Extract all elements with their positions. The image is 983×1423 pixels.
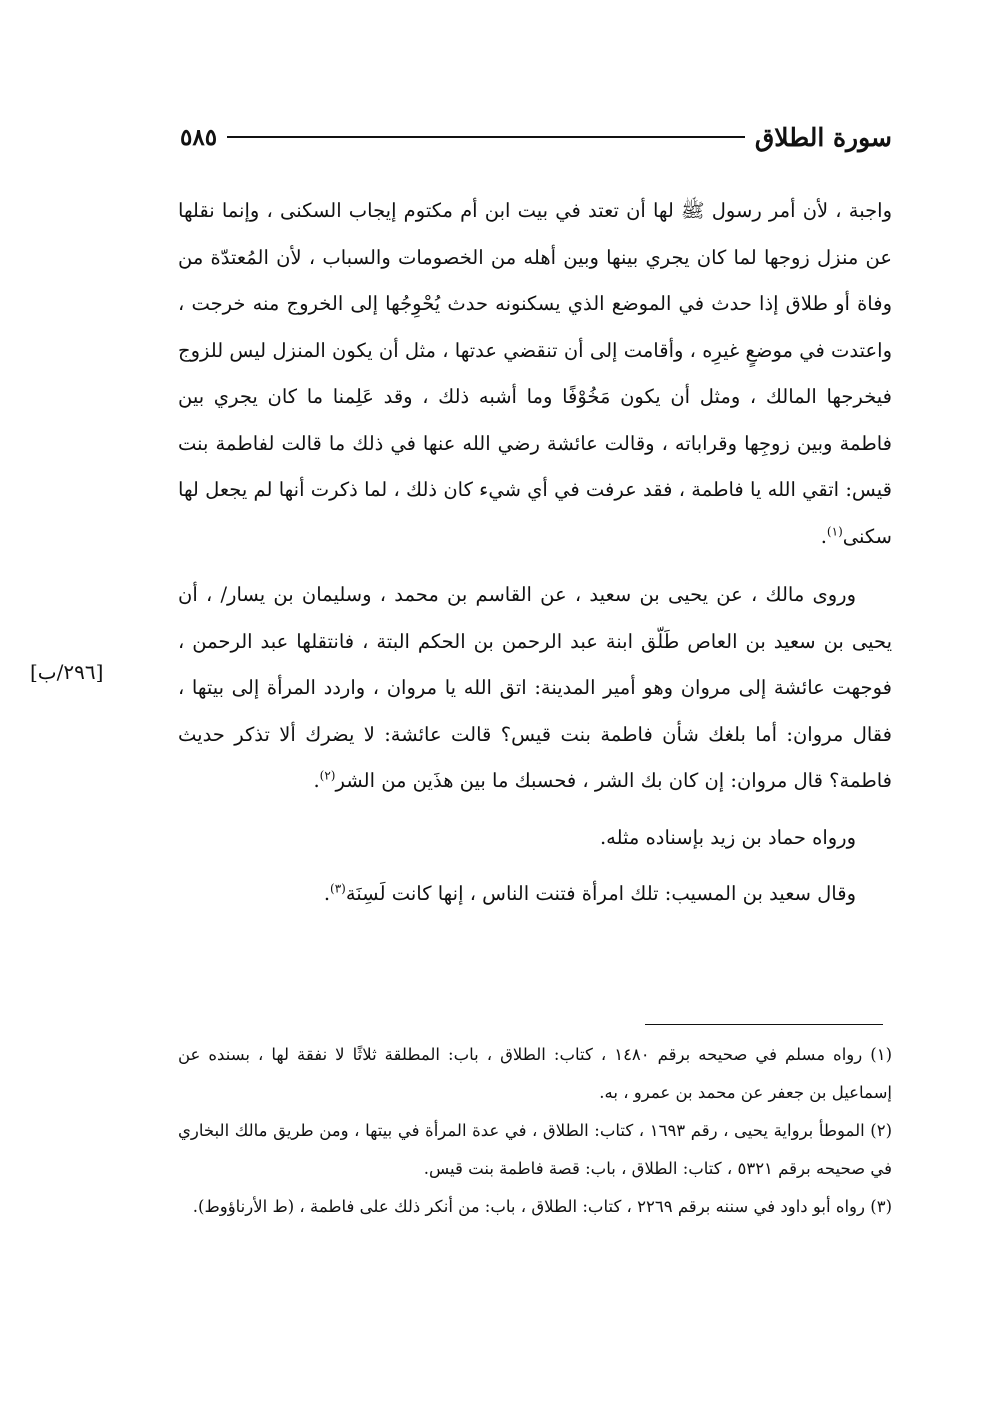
page-header	[180, 117, 892, 157]
paragraph-end: .	[323, 882, 331, 905]
manuscript-folio-note: [٢٩٦/ب]	[30, 660, 104, 684]
paragraph	[178, 572, 892, 805]
surah-title: سورة الطلاق	[754, 122, 892, 152]
footnote-number: (٣)	[870, 1197, 892, 1216]
paragraph-text: وروى مالك ، عن يحيى بن سعيد ، عن القاسم بن محمد ، وسليمان بن يسار/ ، أن يحيى بن سعيد بن العاص طَلّق ابنة عبد الرحمن بن الحكم البتة ، فانتقلها عبد الرحمن ، فوجهت عائشة إلى مروان وهو أمير المدينة: اتق الله يا مروان ، واردد المرأة إلى بيتها ، فقال مروان: أما بلغك شأن فاطمة بنت قيس؟ قالت عائشة: لا يضرك ألا تذكر حديث فاطمة؟ قال مروان: إن كان بك الشر ، فحسبك ما بين هذَين من الشر	[178, 583, 892, 792]
page-number: ٥٨٥	[180, 123, 218, 151]
footnote-number: (٢)	[870, 1121, 893, 1140]
paragraph-text: ورواه حماد بن زيد بإسناده مثله.	[599, 825, 856, 849]
paragraph-text: وقال سعيد بن المسيب: تلك امرأة فتنت الناس ، إنها كانت لَسِنَة	[345, 882, 856, 905]
paragraph-end: .	[820, 524, 827, 548]
header-rule	[227, 136, 745, 138]
footnote-text: الموطأ برواية يحيى ، رقم ١٦٩٣ ، كتاب: الطلاق ، في عدة المرأة في بيتها ، ومن طريق مالك البخاري في صحيحه برقم ٥٣٢١ ، كتاب: الطلاق ، باب: قصة فاطمة بنت قيس.	[178, 1121, 892, 1178]
body-text	[178, 188, 892, 918]
footnote-ref: (٢)	[319, 768, 336, 783]
footnotes	[178, 1036, 892, 1226]
footnote	[178, 1036, 892, 1112]
footnote	[178, 1112, 892, 1188]
footnote-separator	[645, 1024, 883, 1025]
paragraph	[178, 871, 892, 918]
paragraph-end: .	[313, 769, 320, 792]
footnote-text: رواه أبو داود في سننه برقم ٢٢٦٩ ، كتاب: الطلاق ، باب: من أنكر ذلك على فاطمة ، (ط الأرناؤوط).	[192, 1197, 865, 1216]
paragraph	[178, 815, 892, 862]
paragraph-text: واجبة ، لأن أمر رسول ﷺ لها أن تعتد في بيت ابن أم مكتوم إيجاب السكنى ، وإنما نقلها عن منزل زوجها لما كان يجري بينها وبين أهله من الخصومات والسباب ، لأن المُعتدّة من وفاة أو طلاق إذا حدث في الموضع الذي يسكنونه حدث يُحْوِجُها إلى الخروج منه خرجت ، واعتدت في موضعٍ غيرِه ، وأقامت إلى أن تنقضي عدتها ، مثل أن يكون المنزل ليس للزوج فيخرجها المالك ، ومثل أن يكون مَخُوْفًا وما أشبه ذلك ، وقد عَلِمنا ما كان يجري بين فاطمة وبين زوجِها وقراباته ، وقالت عائشة رضي الله عنها في ذلك ما قالت لفاطمة بنت قيس: اتقي الله يا فاطمة ، فقد عرفت في أي شيء كان ذلك ، لما ذكرت أنها لم يجعل لها سكنى	[178, 199, 892, 548]
footnote-number: (١)	[870, 1045, 892, 1064]
footnote-ref: (٣)	[330, 881, 346, 896]
paragraph	[178, 188, 892, 560]
footnote-ref: (١)	[826, 524, 843, 538]
footnote-text: رواه مسلم في صحيحه برقم ١٤٨٠ ، كتاب: الطلاق ، باب: المطلقة ثلاثًا لا نفقة لها ، بسنده عن إسماعيل بن جعفر عن محمد بن عمرو ، به.	[178, 1045, 892, 1102]
footnote	[178, 1188, 892, 1226]
